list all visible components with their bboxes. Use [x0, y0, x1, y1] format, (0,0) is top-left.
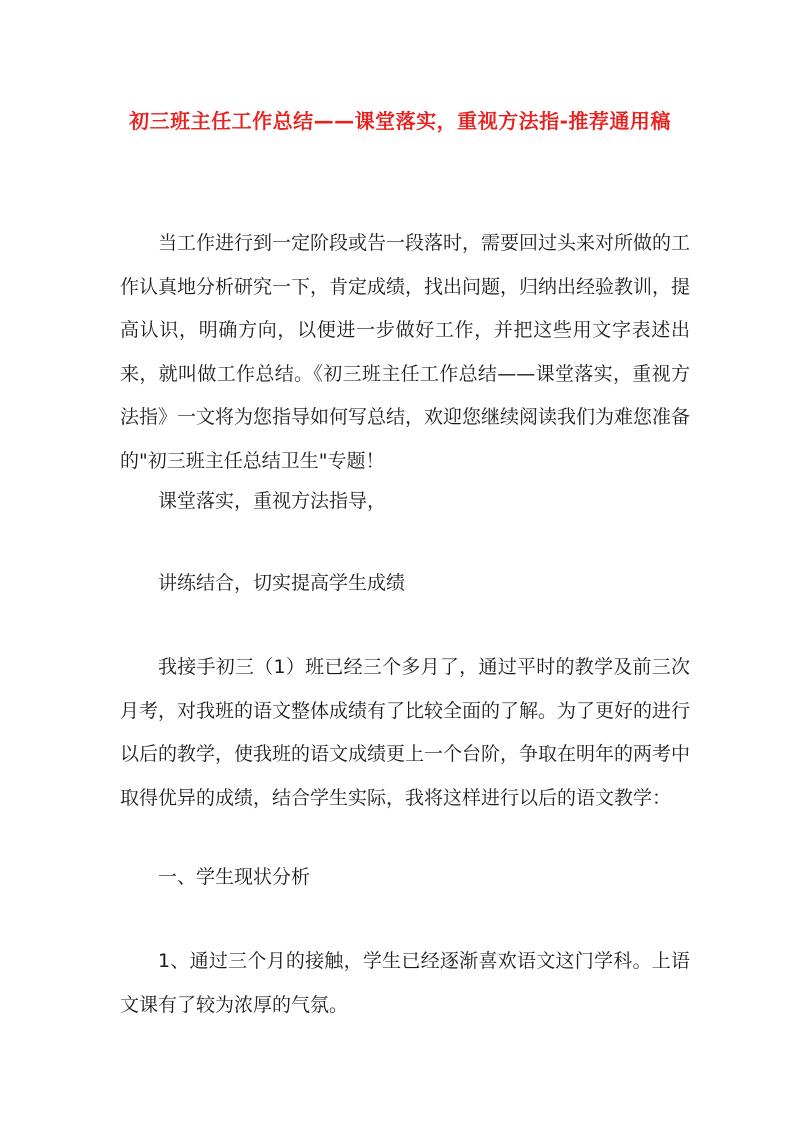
- subheading-paragraph-1: 课堂落实，重视方法指导，: [158, 490, 387, 512]
- subheading-paragraph-2: 讲练结合，切实提高学生成绩: [158, 572, 406, 594]
- document-title: 初三班主任工作总结——课堂落实，重视方法指-推荐通用稿: [129, 109, 671, 133]
- section-heading: 一、学生现状分析: [158, 866, 311, 888]
- intro-paragraph: 当工作进行到一定阶段或告一段落时，需要回过头来对所做的工作认真地分析研究一下，肯定成绩，找出问题，归纳出经验教训，提高认识，明确方向，以便进一步做好工作，并把这些用文字表述出来，就叫做工作总结。《初三班主任工作总结——课堂落实，重视方法指》一文将为您指导如何写总结，欢迎您继续阅读我们为难您准备的"初三班主任总结卫生"专题！: [120, 232, 691, 472]
- body-paragraph: 我接手初三（1）班已经三个多月了，通过平时的教学及前三次月考，对我班的语文整体成绩有了比较全面的了解。为了更好的进行以后的教学，使我班的语文成绩更上一个台阶，争取在明年的两考中取得优异的成绩，结合学生实际，我将这样进行以后的语文教学：: [120, 656, 691, 809]
- list-item: 1、通过三个月的接触，学生已经逐渐喜欢语文这门学科。上语文课有了较为浓厚的气氛。: [120, 950, 690, 1016]
